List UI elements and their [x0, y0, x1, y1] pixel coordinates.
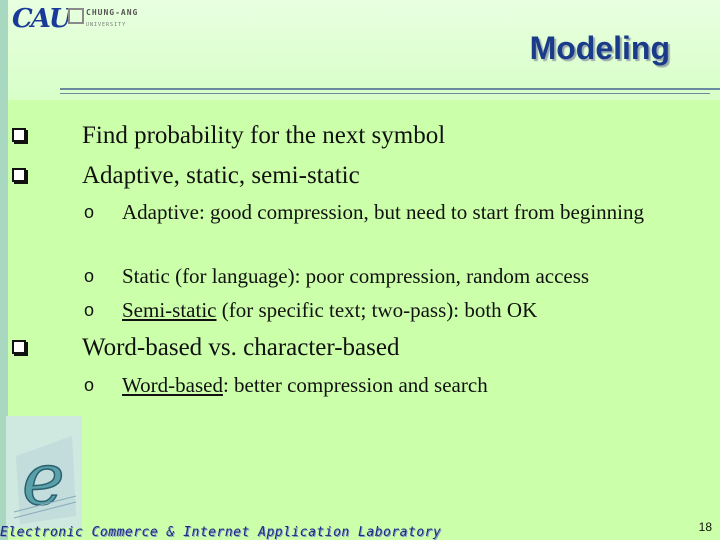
logo-university-sub: UNIVERSITY [86, 22, 127, 28]
bullet-item [82, 334, 399, 362]
sub-bullet-term: Word-based [122, 373, 223, 397]
sub-bullet-item [84, 262, 662, 291]
title-rule-top [60, 88, 720, 90]
circle-bullet-icon: o [84, 300, 95, 320]
e-lab-logo-icon [6, 416, 82, 528]
sub-bullet-term: Semi-static [122, 298, 217, 322]
footer-lab-name: Electronic Commerce & Internet Application Laboratory [0, 525, 442, 540]
title-rule-bottom [60, 93, 710, 94]
checkbox-bullet-icon [12, 340, 26, 354]
bullet-text: Find probability for the next symbol [82, 122, 446, 149]
sub-bullet-item [84, 371, 662, 400]
sub-bullet-text: : better compression and search [222, 373, 488, 397]
circle-bullet-icon: o [84, 266, 95, 286]
bullet-text: Adaptive, static, semi-static [82, 162, 360, 189]
sub-bullet-text: (for specific text; two-pass): both OK [216, 298, 538, 322]
sub-bullet-text: Static (for language): poor compression, random access [122, 264, 590, 288]
bullet-item [82, 122, 445, 150]
sub-bullet-item [84, 198, 662, 227]
slide-title: Modeling [529, 30, 670, 66]
page-number: 18 [698, 520, 712, 534]
sub-bullet-item [84, 296, 662, 325]
checkbox-bullet-icon [12, 128, 26, 142]
bullet-text: Word-based vs. character-based [82, 334, 400, 361]
circle-bullet-icon: o [84, 202, 95, 222]
logo-emblem-icon [68, 8, 84, 24]
sub-bullet-text: Adaptive: good compression, but need to start from beginning [122, 200, 644, 224]
circle-bullet-icon: o [84, 375, 95, 395]
checkbox-bullet-icon [12, 168, 26, 182]
logo-university-name: CHUNG-ANG [86, 8, 139, 17]
svg-text:e: e [22, 437, 65, 521]
bullet-item [82, 162, 360, 190]
logo-mark: CAU [12, 4, 70, 34]
